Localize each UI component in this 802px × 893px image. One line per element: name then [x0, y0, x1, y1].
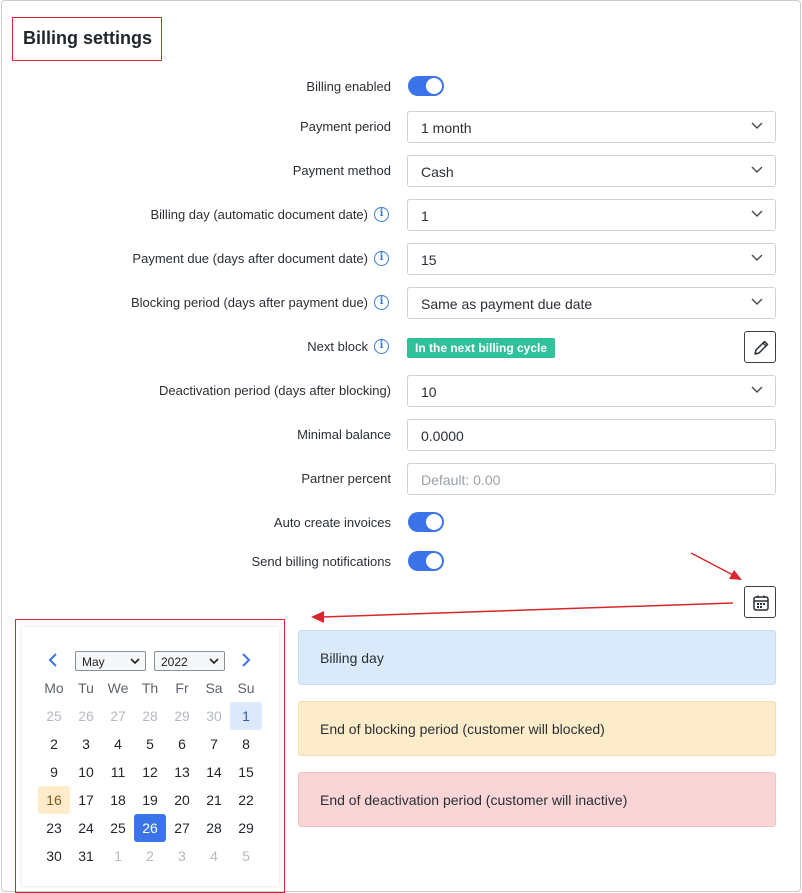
- send-billing-notifications-label: Send billing notifications: [251, 554, 391, 569]
- calendar-day[interactable]: 30: [46, 848, 62, 864]
- auto-create-invoices-toggle[interactable]: [408, 512, 444, 532]
- calendar-day[interactable]: 15: [238, 764, 254, 780]
- calendar-day[interactable]: 8: [242, 736, 250, 752]
- calendar-day[interactable]: 28: [206, 820, 222, 836]
- billing-day-value: 1: [421, 208, 429, 224]
- payment-method-value: Cash: [421, 164, 454, 180]
- calendar-day[interactable]: 17: [78, 792, 94, 808]
- calendar-day[interactable]: 4: [210, 848, 218, 864]
- payment-due-value: 15: [421, 252, 437, 268]
- weekday-header: Su: [237, 680, 255, 696]
- payment-period-value: 1 month: [421, 120, 472, 136]
- calendar-day[interactable]: 23: [46, 820, 62, 836]
- partner-percent-placeholder: Default: 0.00: [421, 472, 501, 488]
- calendar-panel: [22, 627, 279, 886]
- calendar-day[interactable]: 1: [114, 848, 122, 864]
- info-icon[interactable]: i: [374, 339, 389, 354]
- calendar-day[interactable]: 25: [46, 708, 62, 724]
- calendar-day[interactable]: 1: [230, 702, 262, 730]
- calendar-day[interactable]: 27: [174, 820, 190, 836]
- info-icon[interactable]: i: [374, 251, 389, 266]
- billing-day-select[interactable]: [407, 199, 776, 231]
- chevron-down-icon: [209, 658, 219, 664]
- payment-period-select[interactable]: [407, 111, 776, 143]
- billing-enabled-toggle[interactable]: [408, 76, 444, 96]
- deactivation-period-select[interactable]: [407, 375, 776, 407]
- calendar-day[interactable]: 26: [78, 708, 94, 724]
- calendar-day[interactable]: 16: [38, 786, 70, 814]
- minimal-balance-value: 0.0000: [421, 428, 464, 444]
- calendar-day[interactable]: 28: [142, 708, 158, 724]
- chevron-down-icon: [751, 386, 763, 394]
- minimal-balance-label: Minimal balance: [297, 427, 391, 442]
- calendar-day[interactable]: 31: [78, 848, 94, 864]
- legend-blocking-end: [298, 701, 776, 756]
- calendar-day[interactable]: 19: [142, 792, 158, 808]
- calendar-day[interactable]: 7: [210, 736, 218, 752]
- next-block-badge: In the next billing cycle: [407, 338, 555, 358]
- calendar-day[interactable]: 6: [178, 736, 186, 752]
- payment-due-label: Payment due (days after document date): [132, 251, 368, 266]
- month-value: May: [82, 655, 105, 669]
- legend-blocking-end-label: End of blocking period (customer will blocked): [320, 721, 605, 737]
- edit-button[interactable]: [744, 331, 776, 363]
- calendar-day[interactable]: 27: [110, 708, 126, 724]
- partner-percent-input[interactable]: [407, 463, 776, 495]
- calendar-day[interactable]: 22: [238, 792, 254, 808]
- chevron-down-icon: [751, 122, 763, 130]
- next-block-label: Next block: [307, 339, 368, 354]
- calendar-day[interactable]: 3: [178, 848, 186, 864]
- chevron-down-icon: [130, 658, 140, 664]
- weekday-header: Th: [141, 680, 159, 696]
- weekday-header: Tu: [78, 680, 94, 696]
- calendar-day[interactable]: 26: [134, 814, 166, 842]
- blocking-period-value: Same as payment due date: [421, 296, 593, 312]
- year-value: 2022: [161, 655, 188, 669]
- calendar-icon: [752, 594, 770, 612]
- pencil-icon: [752, 339, 770, 357]
- calendar-day[interactable]: 21: [206, 792, 222, 808]
- calendar-day[interactable]: 2: [50, 736, 58, 752]
- calendar-day[interactable]: 29: [238, 820, 254, 836]
- calendar-day[interactable]: 11: [110, 764, 126, 780]
- weekday-header: We: [107, 680, 129, 696]
- chevron-down-icon: [751, 210, 763, 218]
- calendar-day[interactable]: 10: [78, 764, 94, 780]
- chevron-down-icon: [751, 166, 763, 174]
- chevron-down-icon: [751, 298, 763, 306]
- legend-deactivation-end: [298, 772, 776, 827]
- page-title: Billing settings: [23, 28, 153, 48]
- billing-enabled-label: Billing enabled: [306, 79, 391, 94]
- calendar-day[interactable]: 9: [50, 764, 58, 780]
- calendar-day[interactable]: 29: [174, 708, 190, 724]
- billing-day-label: Billing day (automatic document date): [150, 207, 368, 222]
- calendar-day[interactable]: 25: [110, 820, 126, 836]
- blocking-period-label: Blocking period (days after payment due): [130, 295, 368, 310]
- calendar-day[interactable]: 18: [110, 792, 126, 808]
- calendar-day[interactable]: 4: [114, 736, 122, 752]
- calendar-day[interactable]: 5: [146, 736, 154, 752]
- chevron-left-icon[interactable]: [46, 652, 60, 668]
- minimal-balance-input[interactable]: [407, 419, 776, 451]
- calendar-day[interactable]: 13: [174, 764, 190, 780]
- deactivation-period-value: 10: [421, 384, 437, 400]
- payment-period-label: Payment period: [299, 119, 391, 134]
- calendar-day[interactable]: 30: [206, 708, 222, 724]
- legend-billing-day-label: Billing day: [320, 650, 384, 666]
- send-billing-notifications-toggle[interactable]: [408, 551, 444, 571]
- calendar-day[interactable]: 14: [206, 764, 222, 780]
- weekday-header: Mo: [44, 680, 64, 696]
- auto-create-invoices-label: Auto create invoices: [273, 515, 391, 530]
- payment-method-label: Payment method: [292, 163, 391, 178]
- chevron-right-icon[interactable]: [239, 652, 253, 668]
- legend-deactivation-end-label: End of deactivation period (customer will inactive): [320, 792, 628, 808]
- month-select[interactable]: [75, 651, 146, 671]
- legend-billing-day: [298, 630, 776, 685]
- calendar-day[interactable]: 20: [174, 792, 190, 808]
- calendar-day[interactable]: 24: [78, 820, 94, 836]
- info-icon[interactable]: i: [374, 295, 389, 310]
- calendar-button[interactable]: [744, 586, 776, 618]
- payment-due-select[interactable]: [407, 243, 776, 275]
- weekday-header: Fr: [175, 680, 189, 696]
- blocking-period-select[interactable]: [407, 287, 776, 319]
- info-icon[interactable]: i: [374, 207, 389, 222]
- partner-percent-label: Partner percent: [301, 471, 391, 486]
- deactivation-period-label: Deactivation period (days after blocking): [159, 383, 391, 398]
- payment-method-select[interactable]: [407, 155, 776, 187]
- calendar-day[interactable]: 2: [146, 848, 154, 864]
- chevron-down-icon: [751, 254, 763, 262]
- calendar-day[interactable]: 5: [242, 848, 250, 864]
- weekday-header: Sa: [205, 680, 223, 696]
- calendar-day[interactable]: 3: [82, 736, 90, 752]
- calendar-day[interactable]: 12: [142, 764, 158, 780]
- year-select[interactable]: [154, 651, 225, 671]
